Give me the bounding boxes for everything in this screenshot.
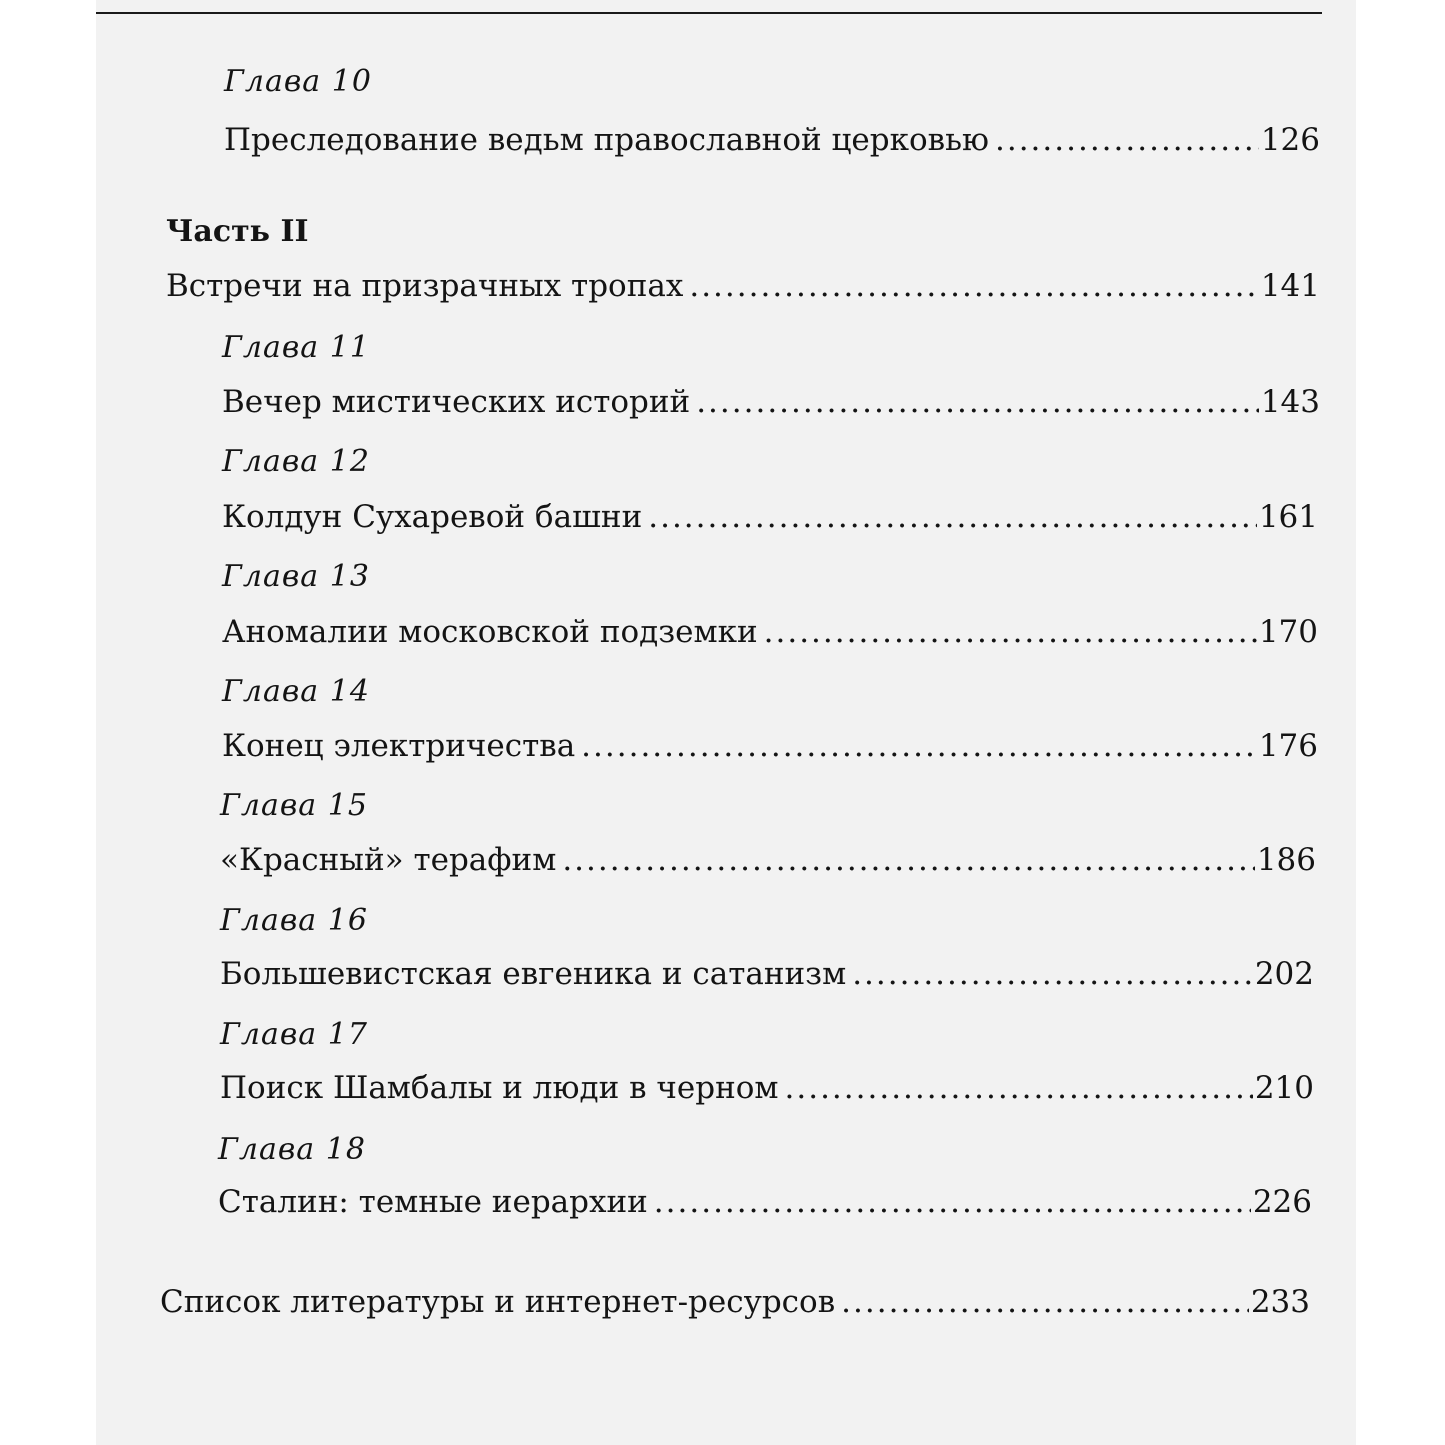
chapter-11-page: 143	[1260, 384, 1320, 420]
chapter-16-label: Глава 16	[220, 903, 368, 938]
bibliography-page: 233	[1250, 1284, 1310, 1320]
dot-leader	[689, 268, 1258, 304]
toc-entry-chapter-18[interactable]	[218, 1184, 1312, 1220]
top-rule	[96, 12, 1322, 14]
chapter-17-label: Глава 17	[220, 1017, 368, 1052]
toc-entry-part-2[interactable]	[166, 268, 1320, 304]
part-2-page: 141	[1260, 268, 1320, 304]
toc-entry-bibliography[interactable]	[160, 1284, 1310, 1320]
chapter-16-title: Большевистская евгеника и сатанизм	[220, 956, 847, 992]
dot-leader	[562, 842, 1255, 878]
book-page	[96, 0, 1356, 1445]
toc-entry-chapter-13[interactable]	[222, 614, 1318, 650]
chapter-14-title: Конец электричества	[222, 728, 576, 764]
chapter-18-label: Глава 18	[218, 1132, 366, 1167]
chapter-15-page: 186	[1256, 842, 1316, 878]
dot-leader	[764, 614, 1257, 650]
dot-leader	[785, 1070, 1253, 1106]
chapter-13-title: Аномалии московской подземки	[222, 614, 758, 650]
chapter-14-label: Глава 14	[222, 674, 370, 709]
chapter-10-page: 126	[1260, 122, 1320, 158]
chapter-18-page: 226	[1252, 1184, 1312, 1220]
chapter-12-page: 161	[1258, 499, 1318, 535]
dot-leader	[648, 499, 1257, 535]
dot-leader	[841, 1284, 1249, 1320]
chapter-10-title: Преследование ведьм православной церковью	[224, 122, 989, 158]
chapter-11-title: Вечер мистических историй	[222, 384, 691, 420]
toc-entry-chapter-11[interactable]	[222, 384, 1320, 420]
chapter-15-title: «Красный» терафим	[220, 842, 557, 878]
chapter-18-title: Сталин: темные иерархии	[218, 1184, 648, 1220]
bibliography-title: Список литературы и интернет-ресурсов	[160, 1284, 836, 1320]
chapter-17-page: 210	[1254, 1070, 1314, 1106]
chapter-11-label: Глава 11	[222, 330, 370, 365]
part-2-label: Часть II	[166, 214, 309, 249]
toc-entry-chapter-12[interactable]	[222, 499, 1318, 535]
dot-leader	[696, 384, 1259, 420]
dot-leader	[581, 728, 1257, 764]
toc-entry-chapter-16[interactable]	[220, 956, 1314, 992]
chapter-14-page: 176	[1258, 728, 1318, 764]
toc-entry-chapter-17[interactable]	[220, 1070, 1314, 1106]
chapter-10-label: Глава 10	[224, 64, 372, 99]
chapter-16-page: 202	[1254, 956, 1314, 992]
toc-entry-chapter-14[interactable]	[222, 728, 1318, 764]
chapter-13-label: Глава 13	[222, 559, 370, 594]
dot-leader	[995, 122, 1259, 158]
dot-leader	[654, 1184, 1251, 1220]
dot-leader	[852, 956, 1253, 992]
toc-entry-chapter-10[interactable]	[224, 122, 1320, 158]
chapter-15-label: Глава 15	[220, 788, 368, 823]
part-2-title: Встречи на призрачных тропах	[166, 268, 684, 304]
toc-entry-chapter-15[interactable]	[220, 842, 1316, 878]
chapter-13-page: 170	[1258, 614, 1318, 650]
chapter-17-title: Поиск Шамбалы и люди в черном	[220, 1070, 779, 1106]
chapter-12-title: Колдун Сухаревой башни	[222, 499, 643, 535]
chapter-12-label: Глава 12	[222, 444, 370, 479]
